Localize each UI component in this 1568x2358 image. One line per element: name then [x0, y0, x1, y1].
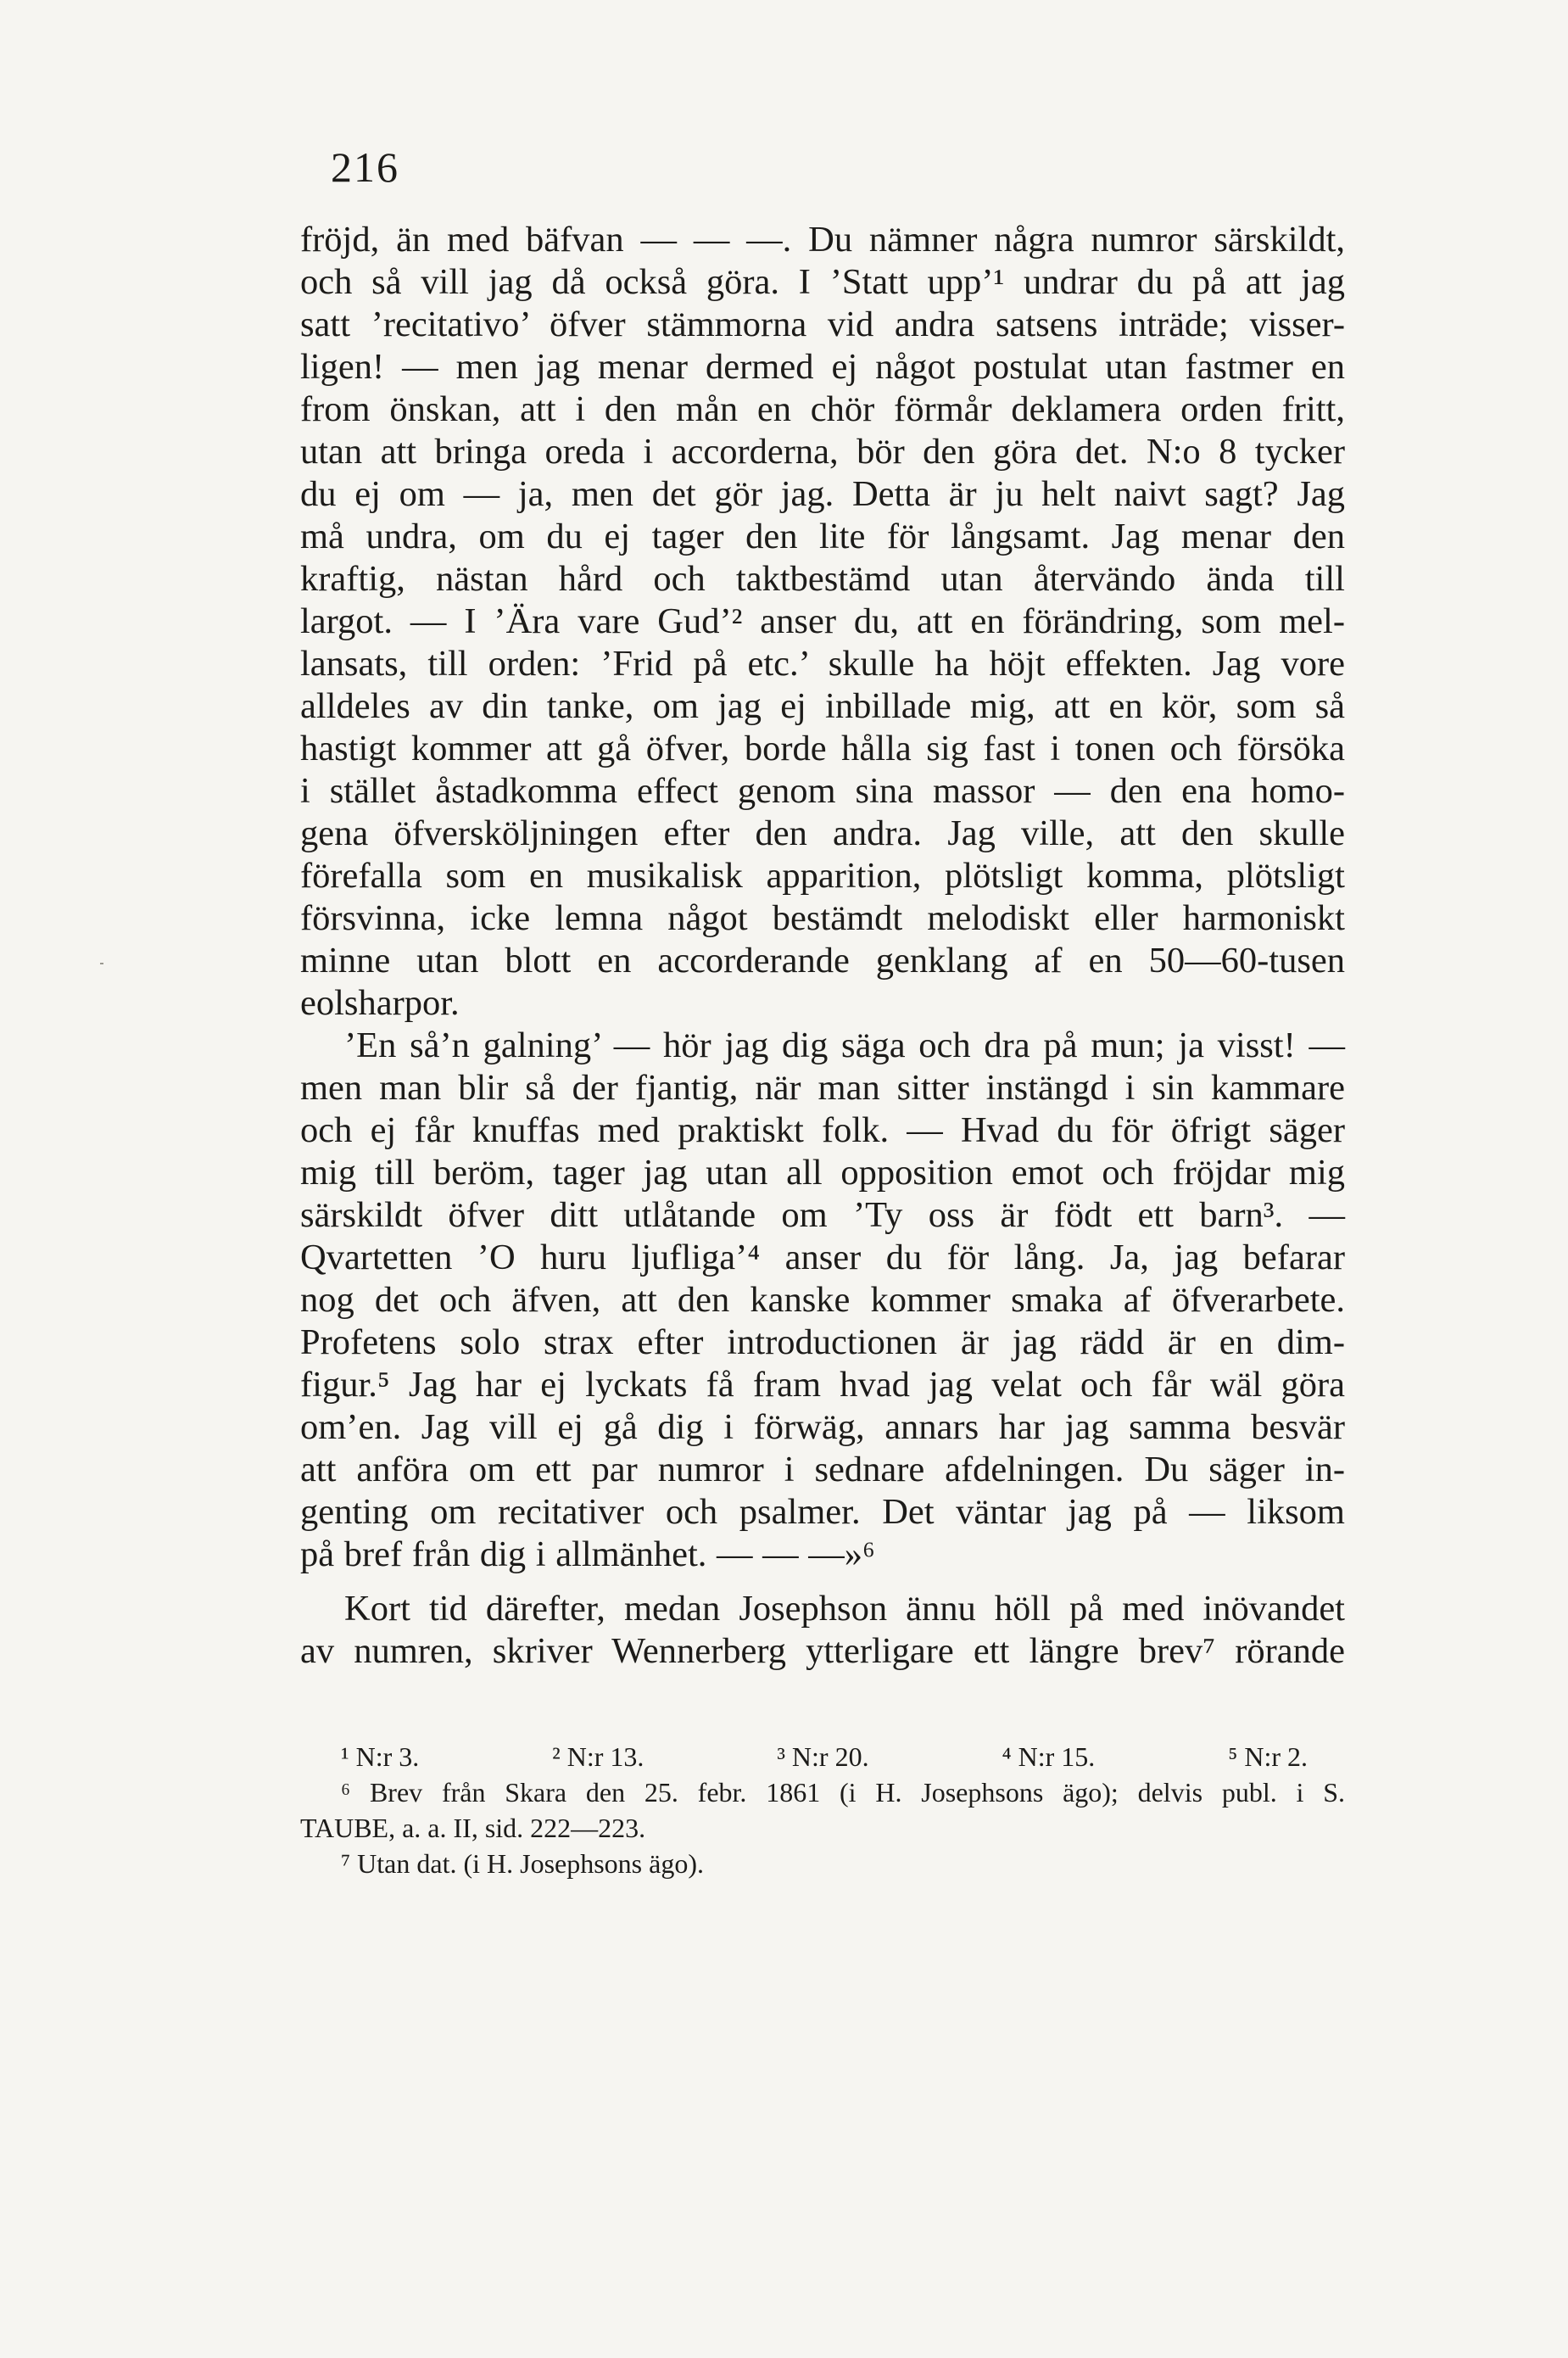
- text-line: ligen! — men jag menar dermed ej något postulat utan fastmer en: [300, 347, 1345, 387]
- text-line: nog det och äfven, att den kanske kommer smaka af öfverarbete.: [300, 1280, 1345, 1320]
- footnote-ref: ¹ N:r 3.: [341, 1741, 420, 1772]
- text-line: och så vill jag då också göra. I ’Statt upp’¹ undrar du på att jag: [300, 262, 1345, 302]
- page-number: 216: [331, 143, 399, 191]
- footnote-line: TAUBE, a. a. II, sid. 222—223.: [300, 1813, 646, 1843]
- text-line: minne utan blott en accorderande genklang af en 50—60-tusen: [300, 941, 1345, 981]
- footnote-line: ⁶ Brev från Skara den 25. febr. 1861 (i H. Josephsons ägo); delvis publ. i S.: [341, 1777, 1345, 1808]
- text-line: mig till beröm, tager jag utan all opposition emot och fröjdar mig: [300, 1153, 1345, 1193]
- text-line: kraftig, nästan hård och taktbestämd utan återvändo ända till: [300, 559, 1345, 599]
- text-line: men man blir så der fjantig, när man sitter instängd i sin kammare: [300, 1068, 1345, 1108]
- text-line: och ej får knuffas med praktiskt folk. — Hvad du för öfrigt säger: [300, 1110, 1345, 1150]
- text-line: satt ’recitativo’ öfver stämmorna vid andra satsens inträde; visser-: [300, 305, 1345, 344]
- text-line: i stället åstadkomma effect genom sina massor — den ena homo-: [300, 771, 1345, 811]
- text-line: att anföra om ett par numror i sednare afdelningen. Du säger in-: [300, 1450, 1345, 1489]
- text-line: lansats, till orden: ’Frid på etc.’ skulle ha höjt effekten. Jag vore: [300, 644, 1345, 684]
- text-line: figur.⁵ Jag har ej lyckats få fram hvad jag velat och får wäl göra: [300, 1365, 1345, 1405]
- text-line: ’En så’n galning’ — hör jag dig säga och dra på mun; ja visst! —: [344, 1025, 1345, 1065]
- text-line: from önskan, att i den mån en chör förmår deklamera orden fritt,: [300, 389, 1345, 429]
- footnote-reference-row: [300, 1739, 1345, 1774]
- text-line: Qvartetten ’O huru ljufliga’⁴ anser du för lång. Ja, jag befarar: [300, 1238, 1345, 1277]
- text-line: genting om recitativer och psalmer. Det väntar jag på — liksom: [300, 1492, 1345, 1532]
- text-line: om’en. Jag vill ej gå dig i förwäg, annars har jag samma besvär: [300, 1407, 1345, 1447]
- text-line: fröjd, än med bäfvan — — —. Du nämner några numror särskildt,: [300, 220, 1345, 260]
- text-line: eolsharpor.: [300, 983, 460, 1023]
- footnote-ref: ⁴ N:r 15.: [1002, 1741, 1096, 1772]
- footnotes: [300, 1739, 1345, 1881]
- text-line: du ej om — ja, men det gör jag. Detta är ju helt naivt sagt? Jag: [300, 474, 1345, 514]
- text-line: på bref från dig i allmänhet. — — —»⁶: [300, 1534, 875, 1574]
- footnote-line: ⁷ Utan dat. (i H. Josephsons ägo).: [341, 1848, 704, 1879]
- text-line: försvinna, icke lemna något bestämdt melodiskt eller harmoniskt: [300, 898, 1345, 938]
- footnote-ref: ³ N:r 20.: [777, 1741, 869, 1772]
- text-line: må undra, om du ej tager den lite för långsamt. Jag menar den: [300, 517, 1345, 556]
- footnote-ref: ² N:r 13.: [552, 1741, 644, 1772]
- body-text: [300, 219, 1345, 1673]
- text-line: hastigt kommer att gå öfver, borde hålla sig fast i tonen och försöka: [300, 729, 1345, 768]
- text-line: av numren, skriver Wennerberg ytterligare ett längre brev⁷ rörande: [300, 1631, 1345, 1671]
- margin-speck: [100, 963, 103, 964]
- text-line: Profetens solo strax efter introductionen är jag rädd är en dim-: [300, 1322, 1345, 1362]
- footnote-ref: ⁵ N:r 2.: [1228, 1741, 1308, 1772]
- text-line: särskildt öfver ditt utlåtande om ’Ty oss är födt ett barn³. —: [300, 1195, 1345, 1235]
- text-line: gena öfversköljningen efter den andra. Jag ville, att den skulle: [300, 813, 1345, 853]
- text-line: largot. — I ’Ära vare Gud’² anser du, att en förändring, som mel-: [300, 601, 1345, 641]
- paragraph-gap: [300, 1576, 1345, 1588]
- text-line: Kort tid därefter, medan Josephson ännu höll på med inövandet: [344, 1589, 1345, 1629]
- text-line: förefalla som en musikalisk apparition, plötsligt komma, plötsligt: [300, 856, 1345, 896]
- text-line: utan att bringa oreda i accorderna, bör den göra det. N:o 8 tycker: [300, 432, 1345, 472]
- text-line: alldeles av din tanke, om jag ej inbillade mig, att en kör, som så: [300, 686, 1345, 726]
